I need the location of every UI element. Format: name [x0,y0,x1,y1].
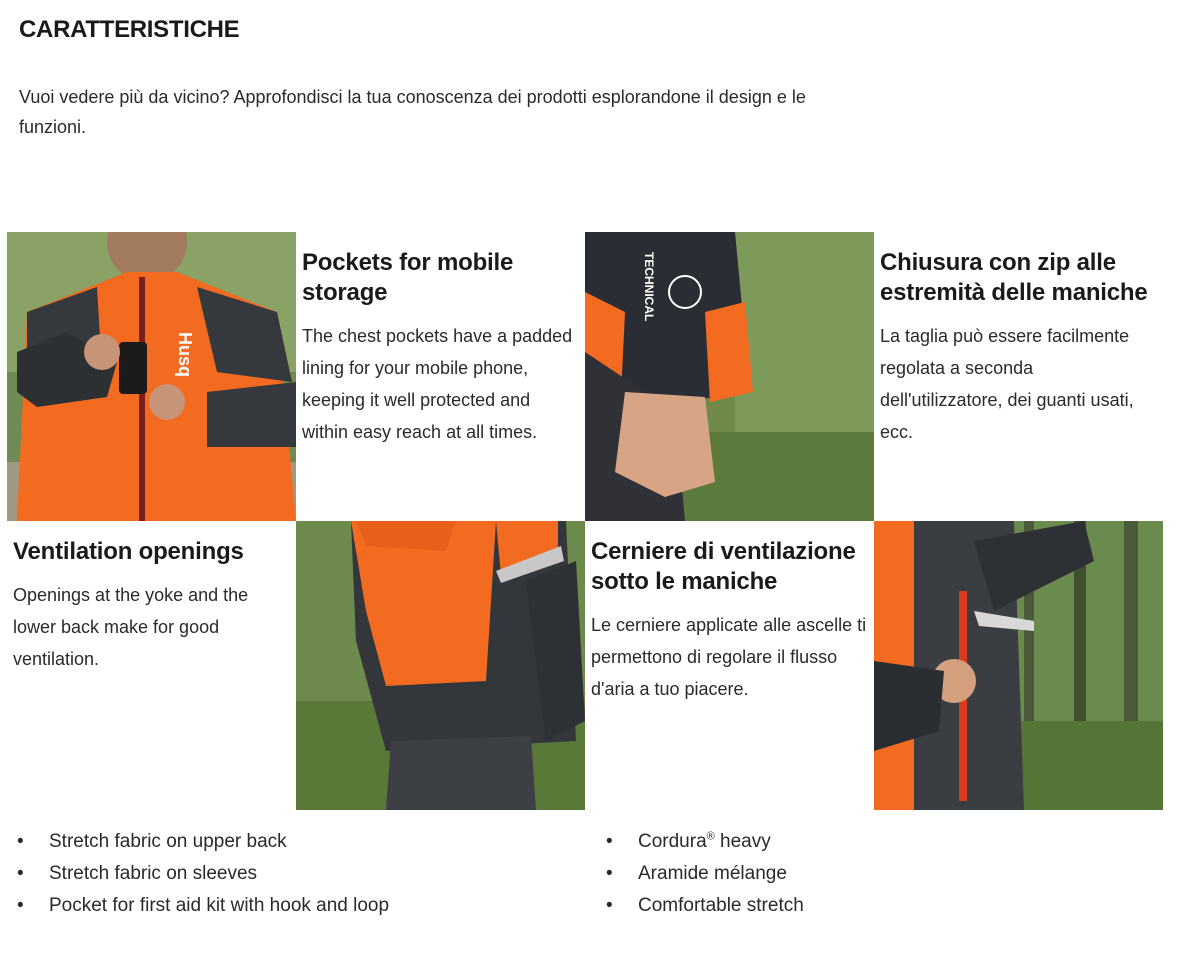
bullet-icon: • [17,831,24,852]
feature-text: Openings at the yoke and the lower back make for good ventilation. [13,585,249,669]
feature-image-back-ventilation [296,521,585,810]
feature-image-underarm-zip [874,521,1165,810]
sleeve-label-text: TECHNICAL [642,252,656,322]
bullet-icon: • [606,895,613,916]
feature-title: Pockets for mobile storage [302,249,514,306]
section-intro: Vuoi vedere più da vicino? Approfondisci la tua conoscenza dei prodotti esplorandone il design e le funzioni. [19,87,806,137]
list-item: • Aramide mélange [608,858,804,890]
registered-mark: ® [706,830,715,843]
feature-title: Ventilation openings [13,538,244,565]
jacket-chest-pocket-photo [7,232,296,521]
feature-card-pockets [296,232,585,521]
feature-text: La taglia può essere facilmente regolata a seconda dell'utilizzatore, dei guanti usati, ecc. [880,326,1134,442]
features-grid [7,232,1165,810]
section-title: CARATTERISTICHE [19,16,240,43]
sleeve-zip-photo [585,232,874,521]
feature-image-sleeve-zip [585,232,874,521]
feature-image-chest-pocket [7,232,296,521]
bullet-icon: • [17,895,24,916]
feature-list-right [608,826,804,922]
brand-text: Husq [175,332,195,377]
feature-title: Chiusura con zip alle estremità delle maniche [880,249,1148,306]
underarm-zip-photo [874,521,1163,810]
list-item: • Comfortable stretch [608,890,804,922]
list-item: • Stretch fabric on upper back [19,826,389,858]
back-ventilation-photo [296,521,585,810]
list-item: • Cordura® heavy [608,826,804,858]
feature-text: Le cerniere applicate alle ascelle ti permettono di regolare il flusso d'aria a tuo piacere. [591,615,867,699]
list-item: • Stretch fabric on sleeves [19,858,389,890]
feature-card-sleeve-zip [874,232,1165,521]
bullet-icon: • [17,863,24,884]
feature-card-underarm-vents [585,521,874,810]
bullet-icon: • [606,831,613,852]
list-item: • Pocket for first aid kit with hook and loop [19,890,389,922]
feature-text: The chest pockets have a padded lining for your mobile phone, keeping it well protected and within easy reach at all times. [302,326,573,442]
feature-list-left [19,826,389,922]
feature-title: Cerniere di ventilazione sotto le maniche [591,538,856,595]
feature-card-ventilation [7,521,296,810]
bullet-icon: • [606,863,613,884]
